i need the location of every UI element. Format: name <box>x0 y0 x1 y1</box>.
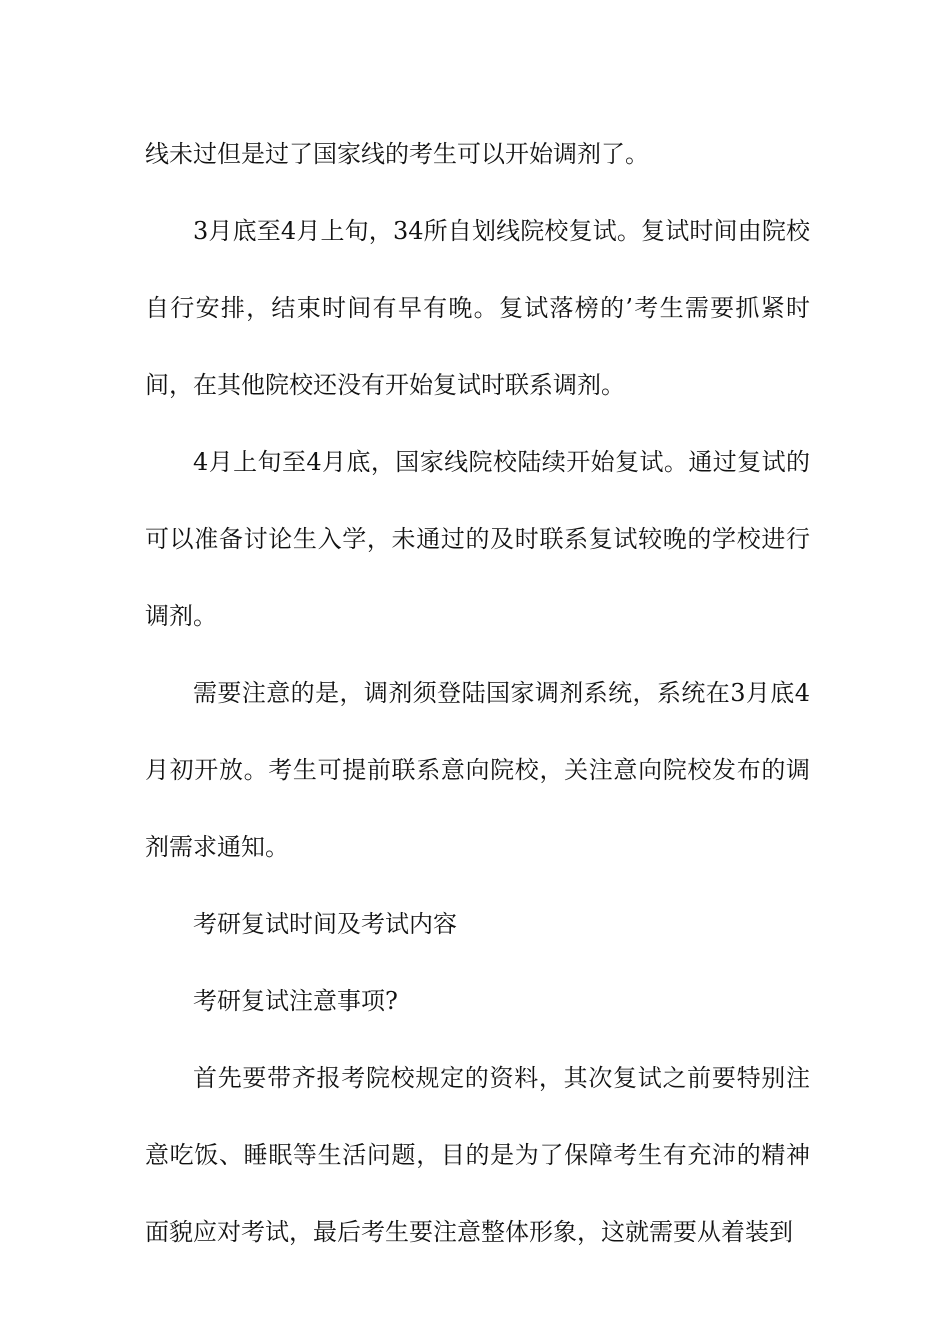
paragraph-retest-34-schools: 3月底至4月上旬，34所自划线院校复试。复试时间由院校自行安排，结束时间有早有晚。复试落榜的’考生需要抓紧时间，在其他院校还没有开始复试时联系调剂。 <box>145 217 810 399</box>
paragraph-continuation: 线未过但是过了国家线的考生可以开始调剂了。 <box>145 140 649 168</box>
paragraph-national-line-retest: 4月上旬至4月底，国家线院校陆续开始复试。通过复试的可以准备讨论生入学，未通过的及时联系复试较晚的学校进行调剂。 <box>145 448 810 630</box>
section-heading-retest-time: 考研复试时间及考试内容 <box>193 910 457 938</box>
paragraph-adjustment-system: 需要注意的是，调剂须登陆国家调剂系统，系统在3月底4月初开放。考生可提前联系意向院校，关注意向院校发布的调剂需求通知。 <box>145 679 810 861</box>
paragraph-retest-advice: 首先要带齐报考院校规定的资料，其次复试之前要特别注意吃饭、睡眠等生活问题，目的是为了保障考生有充沛的精神面貌应对考试，最后考生要注意整体形象，这就需要从着装到 <box>145 1064 810 1246</box>
body-text <box>145 116 810 1271</box>
section-heading-retest-notes: 考研复试注意事项? <box>193 987 398 1015</box>
